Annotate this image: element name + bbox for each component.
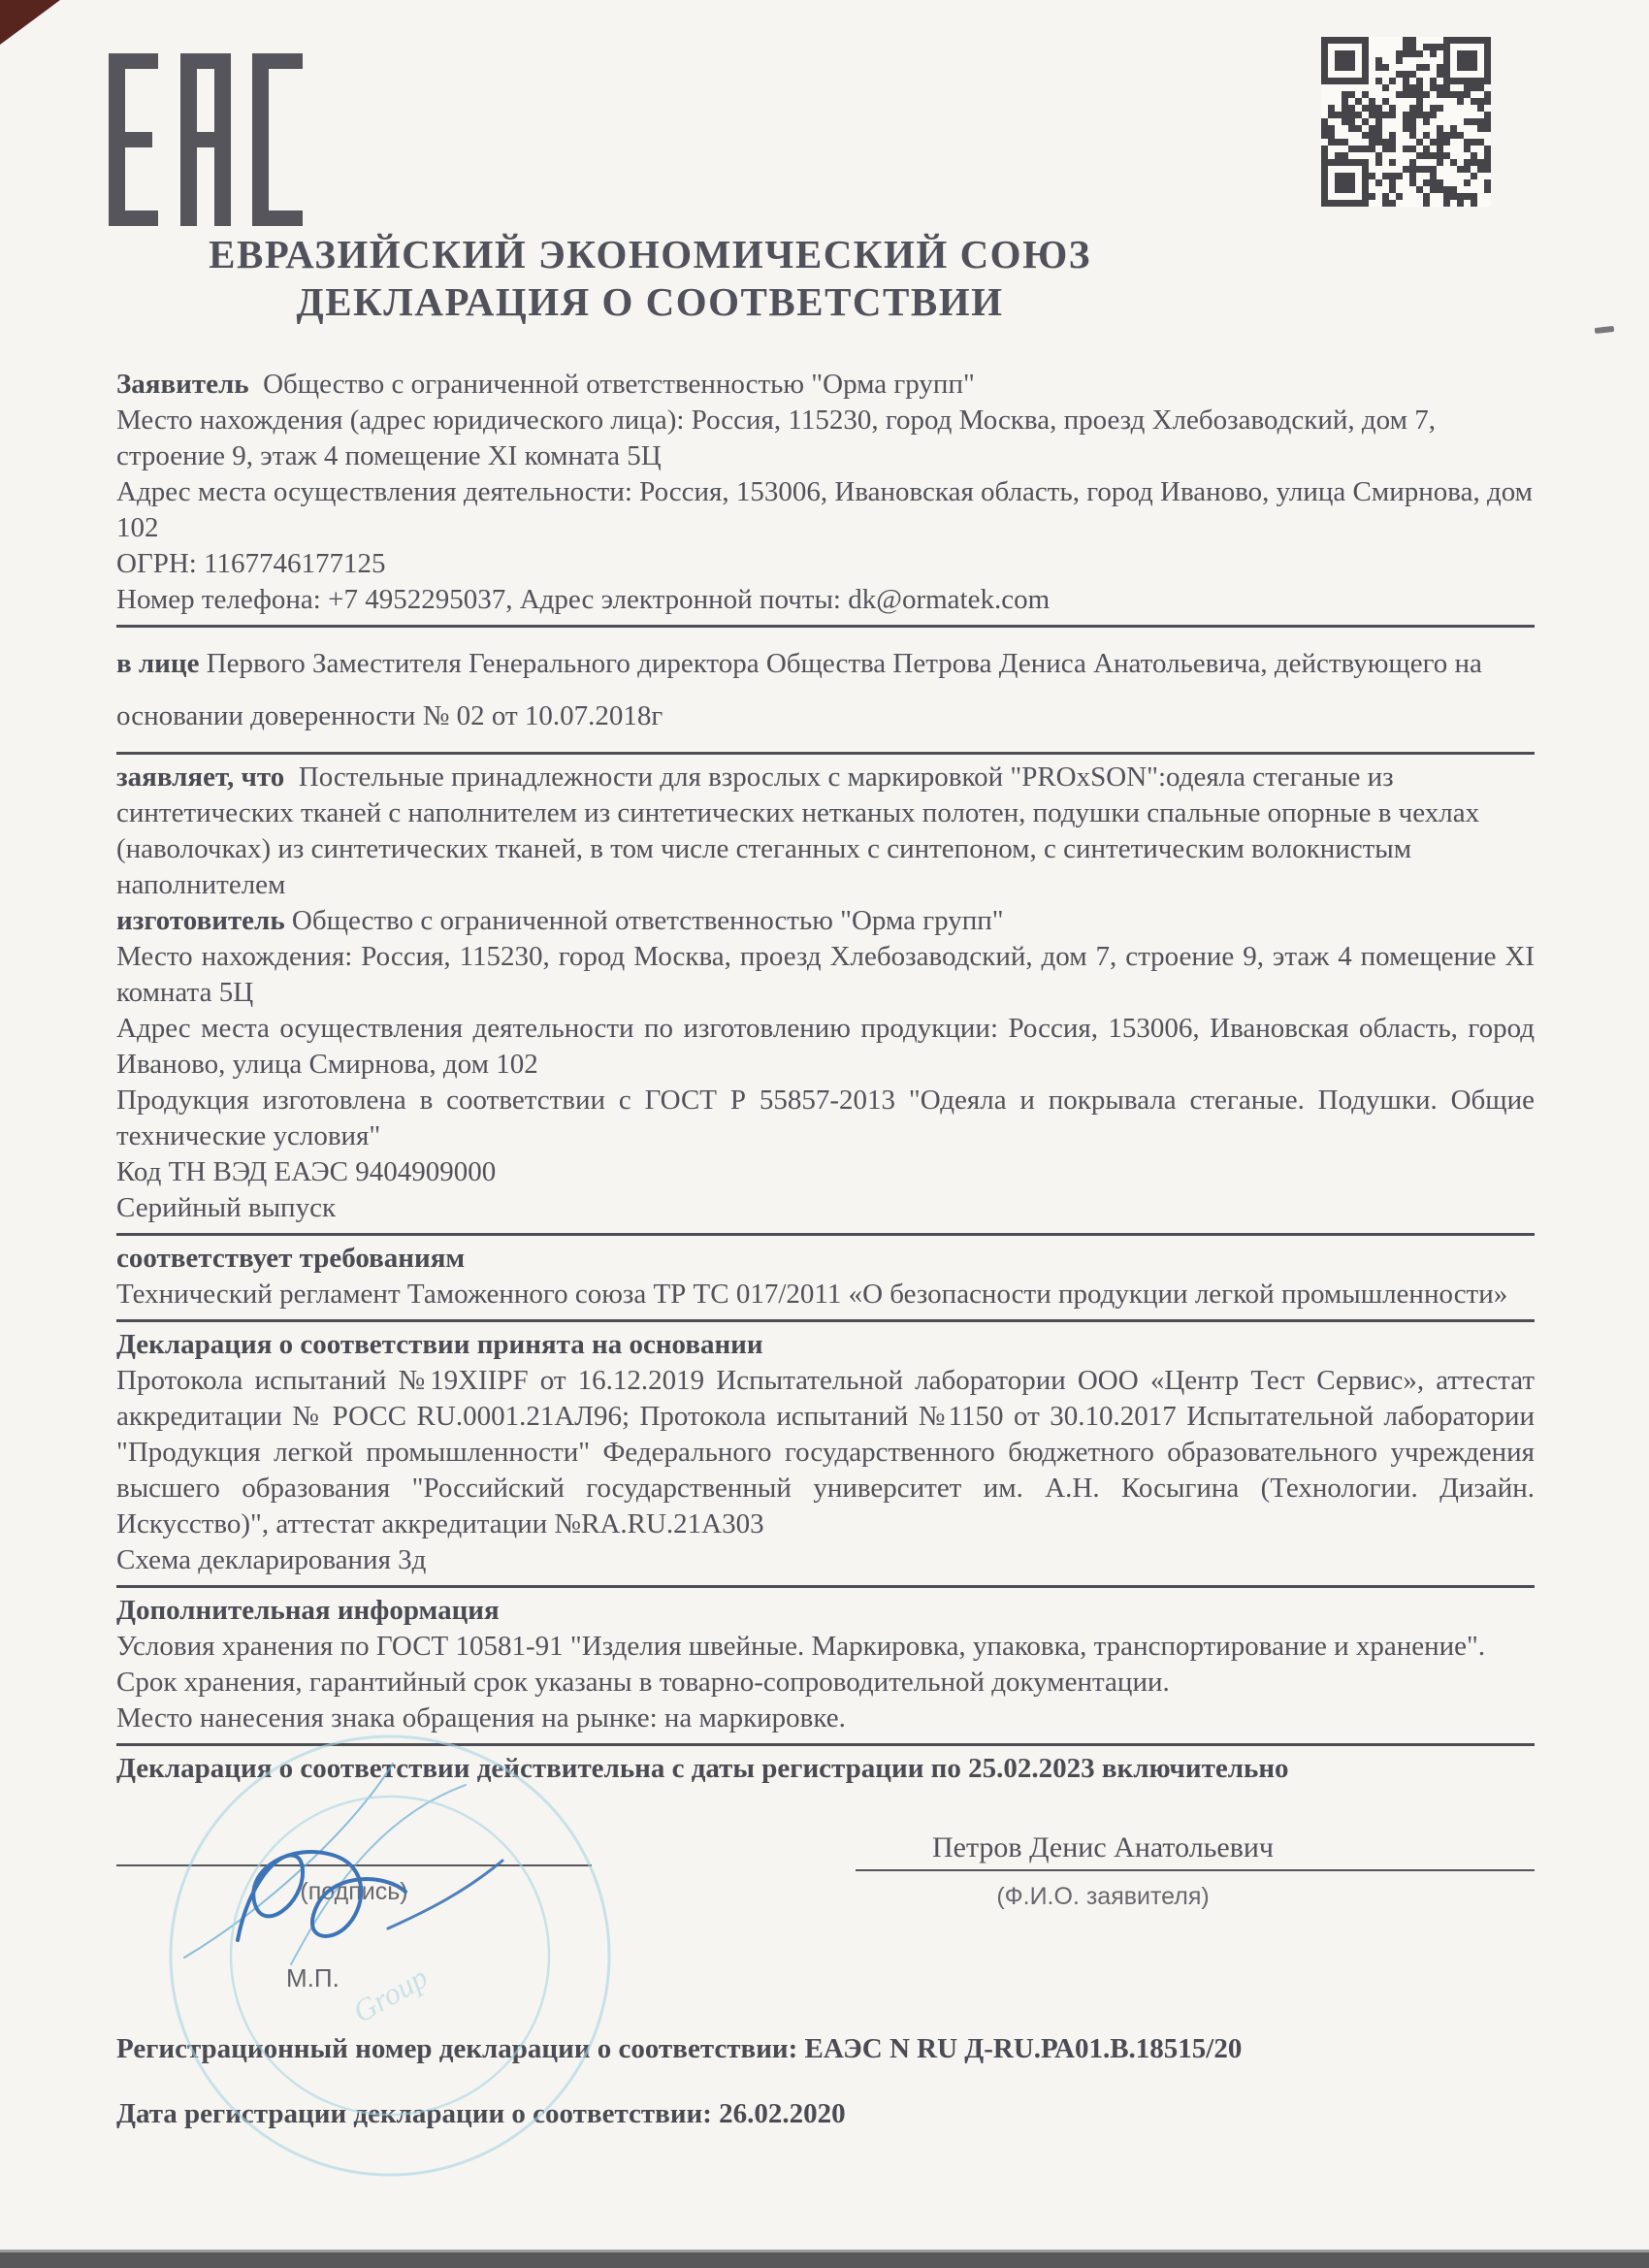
applicant-address-legal: Место нахождения (адрес юридического лица): Россия, 115230, город Москва, проезд Хлебозаводский, дом 7, строение 9, этаж 4 помещение XI комната 5Ц (116, 405, 1436, 471)
section-divider (116, 1585, 1535, 1588)
manufacturer-name: Общество с ограниченной ответственностью "Орма групп" (291, 905, 1004, 936)
document-title (146, 231, 1154, 326)
basis-text: Протокола испытаний №19XIIPF от 16.12.2019 Испытательной лаборатории ООО «Центр Тест Сервис», аттестат аккредитации № РОСС RU.0001.21АЛ96; Протокола испытаний №1150 от 30.10.2017 Испытательной лаборатории "Продукция легкой промышленности" Федерального государственного бюджетного образовательного учреждения высшего образования "Российский государственный университет им. А.Н. Косыгина (Технологии. Дизайн. Искусство)", аттестат аккредитации №RA.RU.21А303 (116, 1365, 1535, 1539)
signature-block (116, 1816, 1535, 1996)
stamp-text: Group (346, 1959, 434, 2030)
storage-conditions: Условия хранения по ГОСТ 10581-91 "Изделия швейные. Маркировка, упаковка, транспортирование и хранение". Срок хранения, гарантийный срок указаны в товарно-сопроводительной документации. (116, 1631, 1486, 1698)
section-divider (116, 1233, 1535, 1236)
applicant-label: Заявитель (116, 369, 249, 400)
section-divider (116, 1319, 1535, 1322)
stamp-place-label: М.П. (286, 1963, 340, 1993)
section-divider (116, 752, 1535, 755)
scan-corner-artifact (0, 0, 60, 45)
signature-caption: (подпись) (300, 1878, 408, 1905)
applicant-ogrn: ОГРН: 1167746177125 (116, 548, 386, 579)
applicant-line (116, 367, 1535, 403)
declaration-scheme: Схема декларирования 3д (116, 1544, 427, 1575)
declares-label: заявляет, что (116, 761, 285, 793)
section-divider (116, 1743, 1535, 1746)
validity-statement: Декларация о соответствии действительна с даты регистрации по 25.02.2023 включительно (116, 1753, 1289, 1784)
applicant-phone-email: Номер телефона: +7 4952295037, Адрес электронной почты: dk@ormatek.com (116, 584, 1051, 615)
manufacturer-line (116, 903, 1535, 939)
declares-line (116, 760, 1535, 903)
representative-line (116, 632, 1535, 745)
product-gost: Продукция изготовлена в соответствии с ГОСТ Р 55857-2013 "Одеяла и покрывала стеганые. Подушки. Общие технические условия" (116, 1085, 1535, 1151)
declarant-name-caption: (Ф.И.О. заявителя) (996, 1883, 1210, 1910)
scan-edge-artifact (1595, 326, 1615, 334)
serial-release: Серийный выпуск (116, 1192, 337, 1223)
scan-bottom-artifact (0, 2252, 1649, 2268)
mark-place: Место нанесения знака обращения на рынке: на маркировке. (116, 1702, 846, 1733)
manufacturer-address: Место нахождения: Россия, 115230, город Москва, проезд Хлебозаводский, дом 7, строение 9, этаж 4 помещение XI комната 5Ц (116, 941, 1535, 1008)
representative-text: Первого Заместителя Генерального директора Общества Петрова Дениса Анатольевича, действующего на основании доверенности № 02 от 10.07.2018г (116, 648, 1482, 731)
basis-heading: Декларация о соответствии принята на основании (116, 1329, 763, 1360)
document-body (116, 367, 1535, 2132)
tnved-code: Код ТН ВЭД ЕАЭС 9404909000 (116, 1156, 497, 1187)
applicant-address-activity: Адрес места осуществления деятельности: Россия, 153006, Ивановская область, город Иваново, улица Смирнова, дом 102 (116, 476, 1533, 543)
signature-right-column (856, 1816, 1535, 1996)
signature-left-column (116, 1816, 601, 1996)
signature-line (116, 1864, 592, 1866)
additional-heading: Дополнительная информация (116, 1595, 500, 1626)
declared-product: Постельные принадлежности для взрослых с маркировкой "PROxSON":одеяла стеганые из синтетических тканей с наполнителем из синтетических нетканых полотен, подушки спальные опорные в чехлах (наволочках) из синтетических тканей, в том числе стеганных с синтепоном, с синтетическим волокнистым наполнителем (116, 761, 1480, 900)
registration-date: Дата регистрации декларации о соответствии: 26.02.2020 (116, 2098, 846, 2129)
declarant-name-line (856, 1869, 1535, 1871)
title-line-1: ЕВРАЗИЙСКИЙ ЭКОНОМИЧЕСКИЙ СОЮЗ (209, 232, 1091, 276)
representative-label: в лице (116, 648, 200, 679)
applicant-name: Общество с ограниченной ответственностью "Орма групп" (263, 369, 975, 400)
title-line-2: ДЕКЛАРАЦИЯ О СООТВЕТСТВИИ (296, 279, 1004, 324)
manufacturer-activity-address: Адрес места осуществления деятельности по изготовлению продукции: Россия, 153006, Ивановская область, город Иваново, улица Смирнова, дом 102 (116, 1013, 1535, 1080)
declarant-name: Петров Денис Анатольевич (931, 1831, 1275, 1863)
eac-logo-icon (109, 53, 303, 226)
manufacturer-label: изготовитель (116, 905, 285, 936)
qr-code (1321, 37, 1491, 207)
registration-number: Регистрационный номер декларации о соответствии: ЕАЭС N RU Д-RU.РА01.В.18515/20 (116, 2033, 1243, 2064)
section-divider (116, 625, 1535, 628)
compliance-text: Технический регламент Таможенного союза ТР ТС 017/2011 «О безопасности продукции легкой промышленности» (116, 1279, 1508, 1310)
compliance-heading: соответствует требованиям (116, 1243, 466, 1274)
